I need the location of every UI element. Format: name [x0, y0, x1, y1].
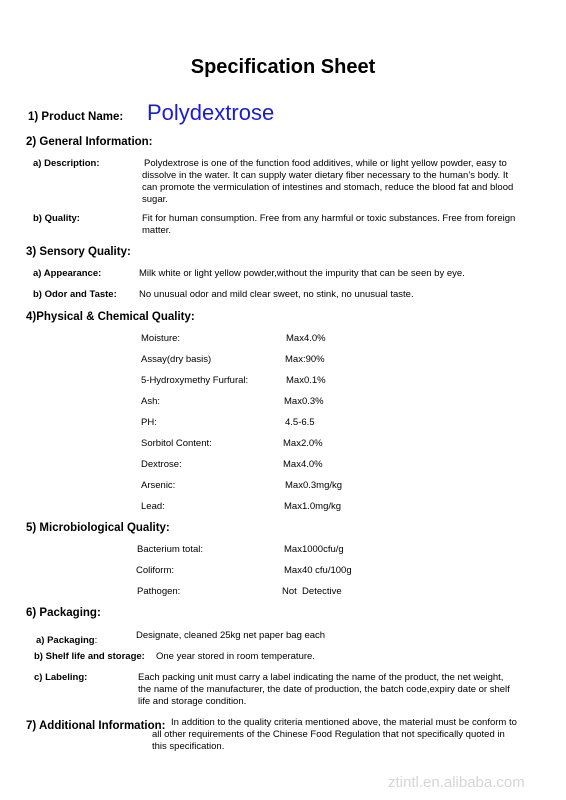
- physical-row-value: Max2.0%: [283, 438, 323, 449]
- physical-row-name: Dextrose:: [141, 459, 182, 470]
- quality-line-2: matter.: [142, 225, 172, 236]
- micro-row-value: Not Detective: [282, 586, 342, 597]
- physical-row-value: Max0.1%: [286, 375, 326, 386]
- description-label: a) Description:: [33, 158, 100, 169]
- physical-row-name: Ash:: [141, 396, 161, 407]
- packaging-heading: 6) Packaging:: [26, 607, 101, 619]
- micro-row-name: Coliform:: [136, 565, 175, 576]
- physical-row-value: Max4.0%: [286, 333, 326, 344]
- physical-row-name: 5-Hydroxymethy Furfural:: [141, 375, 249, 386]
- physical-row-value: Max4.0%: [283, 459, 323, 470]
- physical-row-value: Max0.3mg/kg: [285, 480, 343, 491]
- packaging-value: Designate, cleaned 25kg net paper bag each: [136, 630, 326, 641]
- physical-row-name: Assay(dry basis): [141, 354, 212, 365]
- general-info-heading: 2) General Information:: [26, 136, 153, 148]
- physical-row-name: Arsenic:: [141, 480, 176, 491]
- physical-row-name: Sorbitol Content:: [141, 438, 212, 449]
- quality-label: b) Quality:: [33, 213, 80, 224]
- shelf-life-label: b) Shelf life and storage:: [34, 651, 145, 662]
- additional-line-2: all other requirements of the Chinese Food Regulation that not specifically quoted in: [152, 729, 505, 740]
- additional-heading-row: [26, 716, 166, 734]
- additional-heading: 7) Additional Information: [26, 720, 162, 732]
- labeling-label: c) Labeling:: [34, 672, 88, 683]
- quality-line-1: Fit for human consumption. Free from any harmful or toxic substances. Free from foreign: [142, 213, 516, 224]
- watermark: ztintl.en.alibaba.com: [388, 774, 525, 791]
- packaging-label: a) Packaging: [36, 635, 95, 646]
- micro-row-value: Max1000cfu/g: [284, 544, 344, 555]
- physical-row-value: 4.5-6.5: [285, 417, 315, 428]
- additional-line-3: this specification.: [152, 741, 225, 752]
- product-name-label: 1) Product Name:: [28, 111, 124, 123]
- micro-row-name: Pathogen:: [137, 586, 181, 597]
- physical-row-name: PH:: [141, 417, 157, 428]
- shelf-life-value: One year stored in room temperature.: [156, 651, 315, 662]
- physical-row-value: Max:90%: [285, 354, 325, 365]
- description-line-2: dissolve in the water. It can supply water dietary fiber necessary to the human’s body. It: [142, 170, 509, 181]
- physical-row-value: Max0.3%: [284, 396, 324, 407]
- odor-label: b) Odor and Taste:: [33, 289, 117, 300]
- physical-row-name: Moisture:: [141, 333, 181, 344]
- appearance-label: a) Appearance:: [33, 268, 102, 279]
- packaging-colon: :: [94, 635, 98, 646]
- description-line-1: Polydextrose is one of the function food additives, while or light yellow powder, easy to: [144, 158, 507, 169]
- appearance-value: Milk white or light yellow powder,without the impurity that can be seen by eye.: [139, 268, 465, 279]
- additional-colon: :: [161, 720, 166, 732]
- labeling-line-3: life and storage condition.: [138, 696, 247, 707]
- physical-row-value: Max1.0mg/kg: [284, 501, 342, 512]
- sensory-heading: 3) Sensory Quality:: [26, 246, 131, 258]
- physical-row-name: Lead:: [141, 501, 165, 512]
- packaging-row: [36, 630, 97, 648]
- description-line-3: can promote the vermiculation of intestines and stomach, reduce the blood fat and blood: [142, 182, 514, 193]
- micro-row-name: Bacterium total:: [137, 544, 203, 555]
- description-line-4: sugar.: [142, 194, 168, 205]
- product-name-value: Polydextrose: [147, 100, 275, 125]
- labeling-line-2: the name of the manufacturer, the date of production, the batch code,expiry date or shelf: [138, 684, 510, 695]
- labeling-line-1: Each packing unit must carry a label indicating the name of the product, the net weight,: [138, 672, 504, 683]
- page-title: Specification Sheet: [190, 56, 376, 78]
- micro-heading: 5) Microbiological Quality:: [26, 522, 170, 534]
- odor-value: No unusual odor and mild clear sweet, no stink, no unusual taste.: [139, 289, 414, 300]
- additional-line-1: In addition to the quality criteria mentioned above, the material must be conform to: [171, 717, 517, 728]
- micro-row-value: Max40 cfu/100g: [284, 565, 352, 576]
- physical-heading: 4)Physical & Chemical Quality:: [26, 311, 195, 323]
